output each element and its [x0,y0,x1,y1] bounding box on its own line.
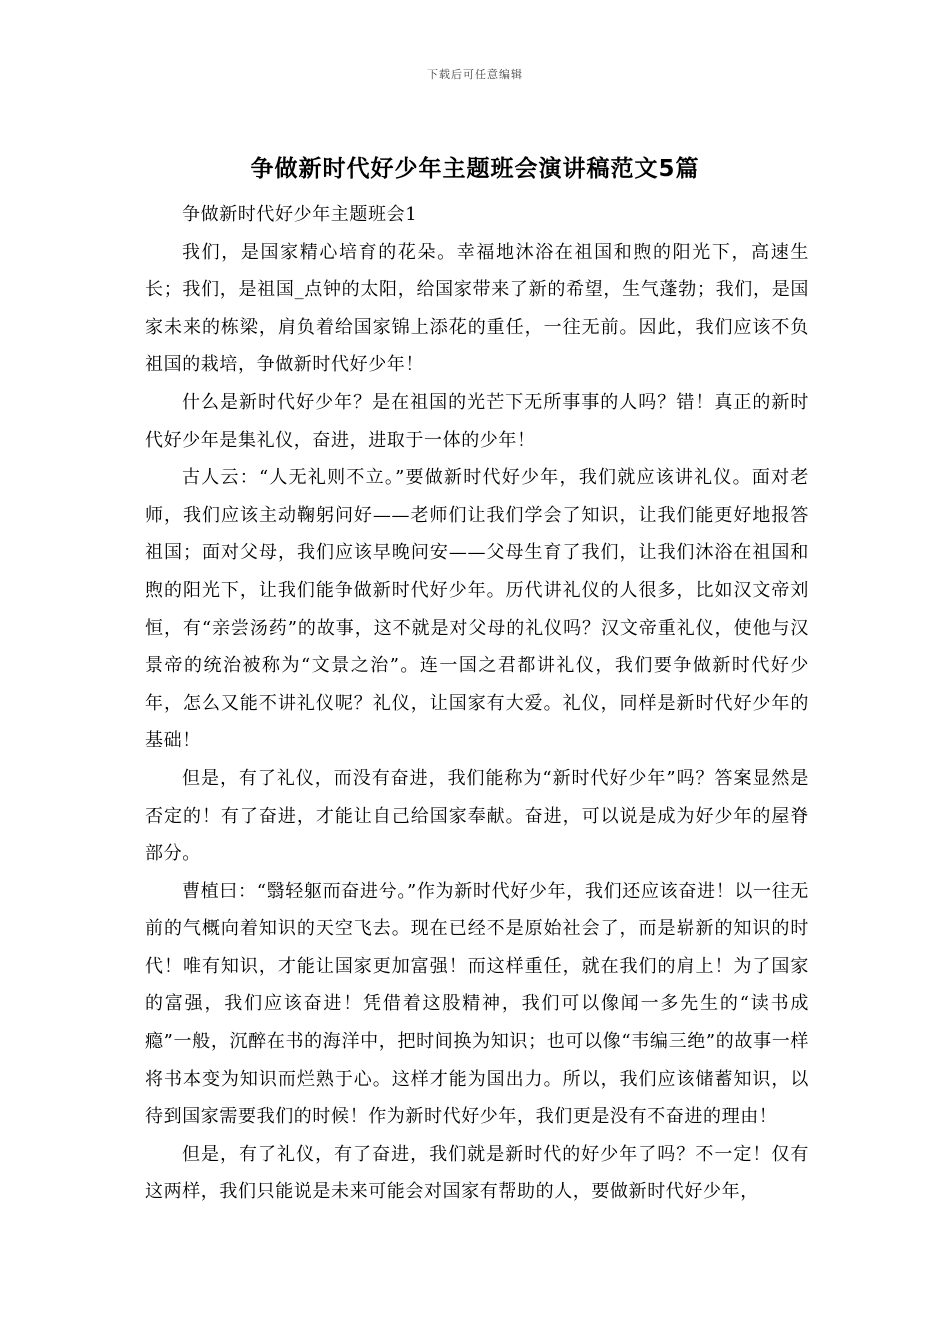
body-paragraph: 曹植曰：“翳轻躯而奋进兮。”作为新时代好少年，我们还应该奋进！以一往无前的气概向着知识的天空飞去。现在已经不是原始社会了，而是崭新的知识的时代！唯有知识，才能让国家更加富强！而这样重任，就在我们的肩上！为了国家的富强，我们应该奋进！凭借着这股精神，我们可以像闻一多先生的“读书成瘾”一般，沉醉在书的海洋中，把时间换为知识；也可以像“韦编三绝”的故事一样将书本变为知识而烂熟于心。这样才能为国出力。所以，我们应该储蓄知识，以待到国家需要我们的时候！作为新时代好少年，我们更是没有不奋进的理由！ [145,880,809,1128]
header-note: 下载后可任意编辑 [427,68,523,81]
subtitle-paragraph: 争做新时代好少年主题班会1 [182,204,418,225]
body-paragraph: 但是，有了礼仪，而没有奋进，我们能称为“新时代好少年”吗？答案显然是否定的！有了奋进，才能让自己给国家奉献。奋进，可以说是成为好少年的屋脊部分。 [145,767,809,865]
body-paragraph: 古人云：“人无礼则不立。”要做新时代好少年，我们就应该讲礼仪。面对老师，我们应该主动鞠躬问好——老师们让我们学会了知识，让我们能更好地报答祖国；面对父母，我们应该早晚问安——父母生育了我们，让我们沐浴在祖国和煦的阳光下，让我们能争做新时代好少年。历代讲礼仪的人很多，比如汉文帝刘恒，有“亲尝汤药”的故事，这不就是对父母的礼仪吗？汉文帝重礼仪，使他与汉景帝的统治被称为“文景之治”。连一国之君都讲礼仪，我们要争做新时代好少年，怎么又能不讲礼仪呢？礼仪，让国家有大爱。礼仪，同样是新时代好少年的基础！ [145,467,809,752]
document-body [145,196,809,1211]
document-title: 争做新时代好少年主题班会演讲稿范文5篇 [250,156,700,182]
body-paragraph: 但是，有了礼仪，有了奋进，我们就是新时代的好少年了吗？不一定！仅有这两样，我们只能说是未来可能会对国家有帮助的人，要做新时代好少年， [145,1143,809,1203]
body-paragraph: 什么是新时代好少年？是在祖国的光芒下无所事事的人吗？错！真正的新时代好少年是集礼仪，奋进，进取于一体的少年！ [145,391,809,451]
body-paragraph: 我们，是国家精心培育的花朵。幸福地沐浴在祖国和煦的阳光下，高速生长；我们，是祖国_点钟的太阳，给国家带来了新的希望，生气蓬勃；我们，是国家未来的栋梁，肩负着给国家锦上添花的重任，一往无前。因此，我们应该不负祖国的栽培，争做新时代好少年！ [145,241,809,376]
